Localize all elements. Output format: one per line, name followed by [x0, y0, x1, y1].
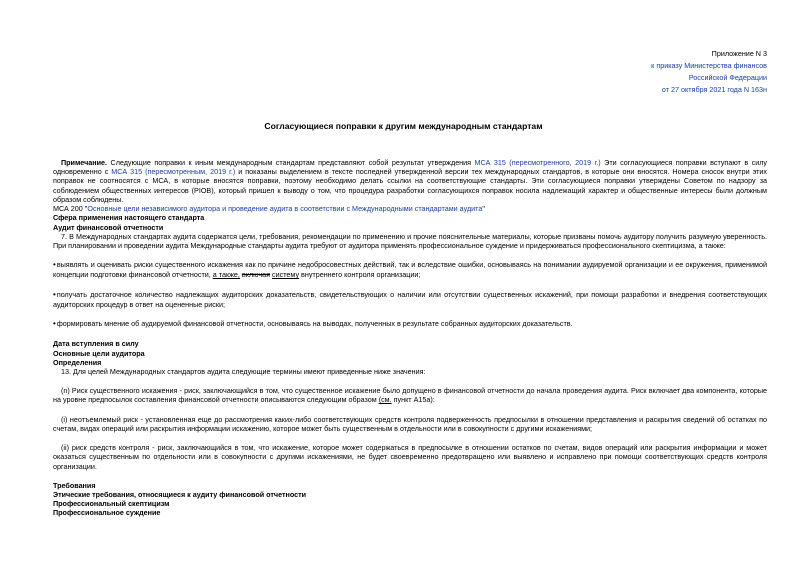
paragraph-7: 7. В Международных стандартах аудита содержатся цели, требования, рекомендации по применению и прочие пояснительные материалы, которые призваны помочь аудитору получить разумную уверенность. При планировании и проведении аудита Международные стандарты аудита требуют от аудитора применять профессиональное суждение и придерживаться профессионального скептицизма, а также: [53, 231, 767, 250]
msa200-link[interactable]: Основные цели независимого аудитора и проведение аудита в соответствии с Международными стандартами аудита [87, 204, 483, 214]
appendix-date-link[interactable]: от 27 октября 2021 года N 163н [661, 85, 767, 94]
heading-ethics: Этические требования, относящиеся к аудиту финансовой отчетности [53, 489, 307, 499]
note-label: Примечание. [61, 158, 108, 167]
bullet-form-opinion: • формировать мнение об аудируемой финансовой отчетности, основываясь на выводах, полученных в результате собранных аудиторских доказательств. [53, 319, 767, 329]
heading-objectives: Основные цели аудитора [53, 348, 145, 358]
page-title: Согласующиеся поправки к другим международным стандартам [264, 121, 543, 131]
bullet-1-underlined-1: а также, [212, 270, 240, 280]
bullet-1-underlined-2: систему [272, 270, 300, 280]
bullet-1-text-2: внутреннего контроля организации; [299, 270, 421, 280]
bullet-1-text-1: выявлять и оценивать риски существенного искажения как по причине недобросовестных действий, так и вследствие ошибки, основываясь на понимании аудируемой организации и ее окружения, применимой концепции подготовки финансовой отчетности, [53, 260, 767, 280]
heading-definitions: Определения [53, 357, 102, 367]
definition-n: (n) Риск существенного искажения - риск, заключающийся в том, что существенное искажение было допущено в финансовой отчетности до начала проведения аудита. Риск включает два компонента, которые на уровне предпосылок составления финансовой отчетности описываются следующим образом (см. пункт A15a): [53, 386, 767, 405]
msa200-suffix: " [482, 204, 485, 214]
msa315-link-2[interactable]: МСА 315 (пересмотренным, 2019 г.) [111, 167, 236, 177]
appendix-country-link[interactable]: Российской Федерации [688, 73, 767, 82]
definition-inherent-risk: (i) неотъемлемый риск - установленная еще до рассмотрения каких-либо соответствующих средств контроля подверженность предпосылки в отношении представления и раскрытия сведений об остатках по счетам, видах операций или раскрытия информации искажению, которое может быть существенным в отдельности или в совокупности с другими искажениями; [53, 414, 767, 433]
appendix-header [651, 48, 767, 96]
appendix-number: Приложение N 3 [711, 49, 767, 58]
paragraph-13: 13. Для целей Международных стандартов аудита следующие термины имеют приведенные ниже значения: [61, 366, 426, 376]
bullet-1-strikethrough: включая [241, 270, 271, 280]
definition-control-risk: (ii) риск средств контроля - риск, заключающийся в том, что искажение, которое может содержаться в предпосылке в отношении остатков по счетам, видов операций или раскрытия информации и может оказаться существенным по отдельности или в совокупности с другими искажениями, не будет своевременно предотвращено или выявлено и исправлено при помощи соответствующих средств контроля организации. [53, 443, 767, 471]
document-body [53, 158, 767, 518]
msa315-link-1[interactable]: МСА 315 (пересмотренного, 2019 г.) [474, 158, 601, 167]
msa200-line [53, 204, 767, 213]
heading-skepticism: Профессиональный скептицизм [53, 499, 170, 509]
bullet-identify-risks [53, 260, 767, 279]
note-text-2: Эти согласующиеся поправки вступают в силу одновременно с [53, 158, 768, 177]
heading-audit-fs: Аудит финансовой отчетности [53, 222, 164, 232]
definition-n-see-ref[interactable]: (см. [378, 395, 392, 405]
bullet-obtain-evidence: • получать достаточное количество надлежащих аудиторских доказательств, свидетельствующих о наличии или отсутствии существенных искажений, при помощи разработки и внедрения соответствующих аудиторских процедур в ответ на оцененные риски; [53, 290, 767, 309]
heading-requirements: Требования [53, 480, 96, 490]
note-paragraph [53, 158, 767, 204]
note-text-1: Следующие поправки к иным международным стандартам представляют собой результат утверждения [107, 158, 475, 167]
heading-judgment: Профессиональное суждение [53, 508, 161, 518]
msa200-prefix: МСА 200 " [53, 204, 88, 214]
heading-effective-date: Дата вступления в силу [53, 339, 139, 349]
appendix-order-link[interactable]: к приказу Министерства финансов [651, 61, 767, 70]
heading-scope: Сфера применения настоящего стандарта [53, 213, 205, 223]
note-text-3: и показаны выделением в тексте последней утвержденной версии тех международных стандартов, в которые они вносятся. Номера сносок внутри этих поправок не соотносятся с МСА, в которые вносятся поправки, поэтому необходимо делать ссылки на соответствующие стандарты. Эти согласующиеся поправки утверждены Советом по надзору за соблюдением общественных интересов (PIOB), который пришел к выводу о том, что процедура разработки согласующихся поправок носила надлежащий характер и общественные интересы были должным образом соблюдены. [53, 167, 768, 204]
